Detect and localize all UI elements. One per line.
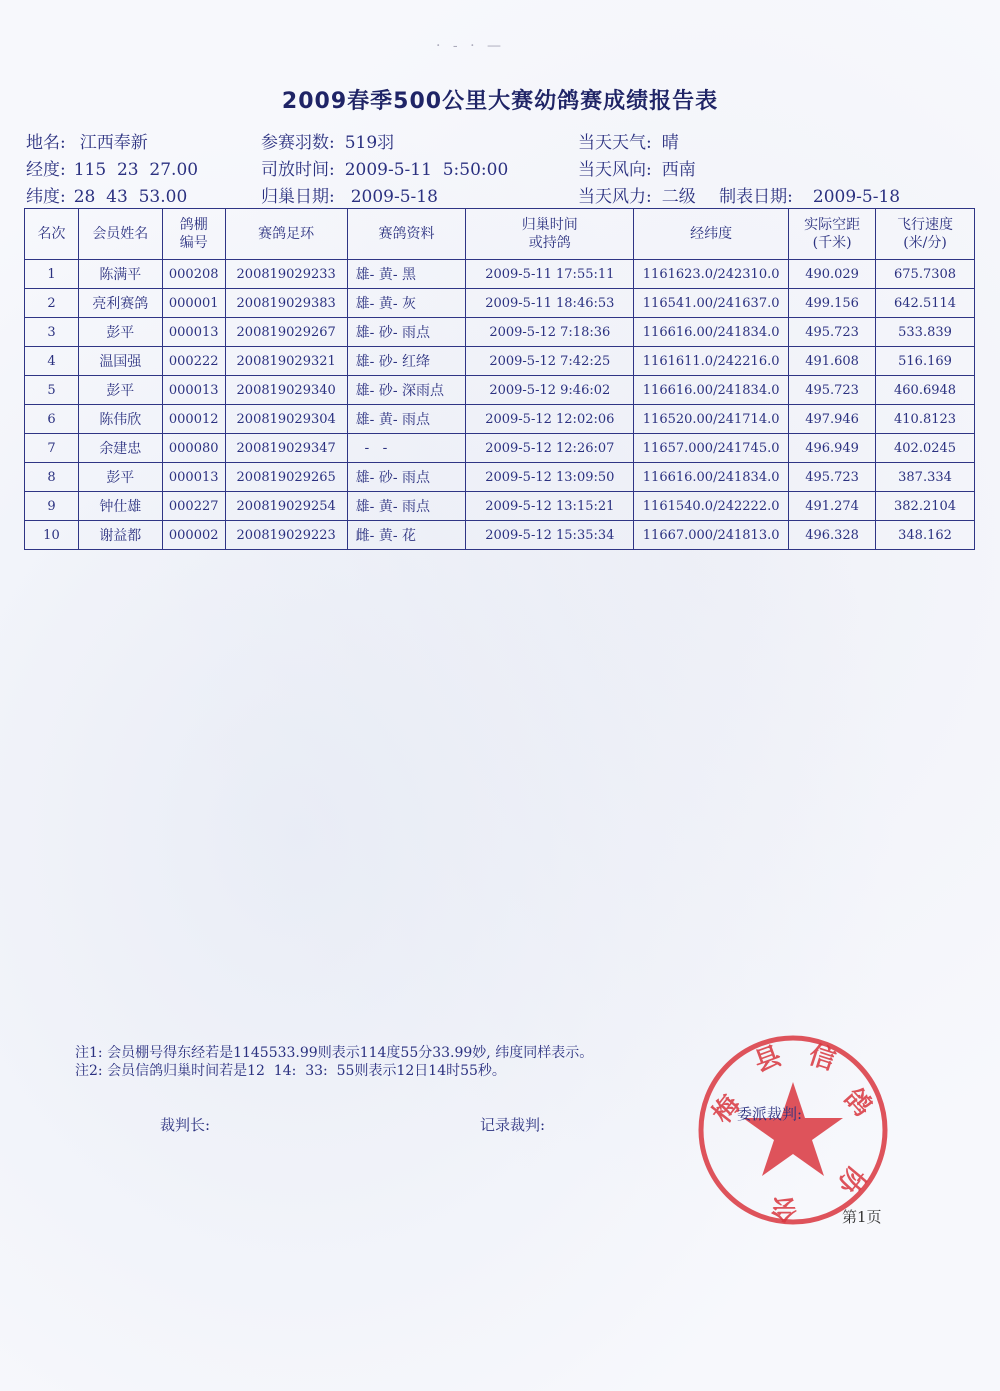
note-2: 注2: 会员信鸽归巢时间若是12 14: 33: 55则表示12日14时55秒。 <box>75 1063 506 1079</box>
svg-text:县: 县 <box>750 1041 786 1079</box>
made-date-label: 制表日期: <box>719 187 793 207</box>
cell-rank: 9 <box>25 492 79 521</box>
wind-direction-label: 当天风向: <box>578 160 652 180</box>
table-row <box>25 260 975 289</box>
wind-direction-row <box>578 155 696 180</box>
cell-speed: 410.8123 <box>876 405 975 434</box>
cell-coords: 116616.00/241834.0 <box>634 463 789 492</box>
cell-info: 雄- 黄- 雨点 <box>347 492 466 521</box>
cell-member: 彭平 <box>78 463 162 492</box>
cell-distance: 499.156 <box>789 289 876 318</box>
cell-coords: 11657.000/241745.0 <box>634 434 789 463</box>
results-table <box>24 208 975 550</box>
place-value: 江西奉新 <box>79 133 148 153</box>
cell-loft: 000080 <box>162 434 225 463</box>
cell-ring: 200819029223 <box>225 521 347 550</box>
header-distance: 实际空距 (千米) <box>789 209 876 260</box>
entries-value: 519羽 <box>344 133 395 153</box>
latitude-value: 28 43 53.00 <box>73 187 188 207</box>
cell-loft: 000222 <box>162 347 225 376</box>
svg-text:梅: 梅 <box>707 1090 747 1130</box>
svg-text:协: 协 <box>830 1159 871 1200</box>
cell-time: 2009-5-12 7:42:25 <box>466 347 634 376</box>
cell-ring: 200819029304 <box>225 405 347 434</box>
cell-rank: 3 <box>25 318 79 347</box>
cell-distance: 490.029 <box>789 260 876 289</box>
note-1: 注1: 会员棚号得东经若是1145533.99则表示114度55分33.99妙, 纬度同样表示。 <box>75 1045 594 1061</box>
header-speed: 飞行速度 (米/分) <box>876 209 975 260</box>
cell-member: 彭平 <box>78 376 162 405</box>
cell-time: 2009-5-11 18:46:53 <box>466 289 634 318</box>
cell-distance: 491.608 <box>789 347 876 376</box>
cell-time: 2009-5-12 13:15:21 <box>466 492 634 521</box>
cell-ring: 200819029383 <box>225 289 347 318</box>
page-number: 第1页 <box>842 1208 882 1226</box>
cell-time: 2009-5-12 12:02:06 <box>466 405 634 434</box>
cell-speed: 348.162 <box>876 521 975 550</box>
cell-rank: 8 <box>25 463 79 492</box>
release-value: 2009-5-11 5:50:00 <box>344 160 509 180</box>
longitude-row <box>26 155 198 180</box>
cell-speed: 387.334 <box>876 463 975 492</box>
cell-ring: 200819029265 <box>225 463 347 492</box>
place-row <box>26 128 148 153</box>
svg-text:鸽: 鸽 <box>837 1083 878 1123</box>
cell-rank: 1 <box>25 260 79 289</box>
cell-distance: 496.949 <box>789 434 876 463</box>
cell-loft: 000002 <box>162 521 225 550</box>
weather-row <box>578 128 679 153</box>
table-row <box>25 289 975 318</box>
longitude-value: 115 23 27.00 <box>73 160 199 180</box>
cell-member: 彭平 <box>78 318 162 347</box>
latitude-row <box>26 182 187 207</box>
made-date-value: 2009-5-18 <box>812 187 901 207</box>
cell-ring: 200819029254 <box>225 492 347 521</box>
appointed-referee-label: 委派裁判: <box>737 1105 803 1123</box>
cell-speed: 516.169 <box>876 347 975 376</box>
cell-loft: 000012 <box>162 405 225 434</box>
cell-info: 雄- 砂- 深雨点 <box>347 376 466 405</box>
cell-distance: 497.946 <box>789 405 876 434</box>
wind-force-label: 当天风力: <box>578 187 652 207</box>
table-row <box>25 405 975 434</box>
cell-time: 2009-5-12 15:35:34 <box>466 521 634 550</box>
cell-ring: 200819029233 <box>225 260 347 289</box>
cell-member: 温国强 <box>78 347 162 376</box>
cell-member: 谢益都 <box>78 521 162 550</box>
cell-rank: 10 <box>25 521 79 550</box>
scan-smudge: · - · — <box>436 38 505 54</box>
table-row <box>25 521 975 550</box>
cell-coords: 116520.00/241714.0 <box>634 405 789 434</box>
cell-loft: 000208 <box>162 260 225 289</box>
return-row <box>261 182 438 207</box>
cell-member: 钟仕雄 <box>78 492 162 521</box>
cell-time: 2009-5-12 13:09:50 <box>466 463 634 492</box>
weather-label: 当天天气: <box>578 133 652 153</box>
chief-referee-label: 裁判长: <box>160 1116 211 1134</box>
table-row <box>25 463 975 492</box>
cell-info: 雄- 黄- 灰 <box>347 289 466 318</box>
cell-coords: 1161623.0/242310.0 <box>634 260 789 289</box>
cell-time: 2009-5-12 9:46:02 <box>466 376 634 405</box>
cell-coords: 1161611.0/242216.0 <box>634 347 789 376</box>
cell-speed: 382.2104 <box>876 492 975 521</box>
cell-loft: 000013 <box>162 318 225 347</box>
cell-rank: 2 <box>25 289 79 318</box>
cell-coords: 1161540.0/242222.0 <box>634 492 789 521</box>
cell-distance: 495.723 <box>789 376 876 405</box>
cell-coords: 116616.00/241834.0 <box>634 318 789 347</box>
cell-member: 陈伟欣 <box>78 405 162 434</box>
cell-speed: 675.7308 <box>876 260 975 289</box>
table-row <box>25 376 975 405</box>
cell-distance: 491.274 <box>789 492 876 521</box>
cell-speed: 642.5114 <box>876 289 975 318</box>
longitude-label: 经度: <box>26 160 66 180</box>
cell-member: 亮利赛鸽 <box>78 289 162 318</box>
cell-coords: 11667.000/241813.0 <box>634 521 789 550</box>
report-title: 2009春季500公里大赛幼鸽赛成绩报告表 <box>281 89 719 114</box>
table-row <box>25 492 975 521</box>
wind-force-value: 二级 <box>661 187 696 207</box>
cell-info: 雄- 黄- 雨点 <box>347 405 466 434</box>
cell-member: 陈满平 <box>78 260 162 289</box>
table-row <box>25 347 975 376</box>
cell-ring: 200819029267 <box>225 318 347 347</box>
cell-rank: 4 <box>25 347 79 376</box>
cell-info: - - <box>347 434 466 463</box>
cell-rank: 7 <box>25 434 79 463</box>
cell-time: 2009-5-12 7:18:36 <box>466 318 634 347</box>
cell-ring: 200819029347 <box>225 434 347 463</box>
cell-info: 雄- 砂- 雨点 <box>347 463 466 492</box>
recording-referee-label: 记录裁判: <box>480 1116 546 1134</box>
official-seal-stamp <box>693 1030 893 1230</box>
svg-text:信: 信 <box>804 1040 839 1077</box>
entries-label: 参赛羽数: <box>261 133 335 153</box>
cell-loft: 000001 <box>162 289 225 318</box>
cell-rank: 6 <box>25 405 79 434</box>
table-header-row <box>25 209 975 260</box>
cell-loft: 000013 <box>162 376 225 405</box>
cell-loft: 000013 <box>162 463 225 492</box>
cell-time: 2009-5-12 12:26:07 <box>466 434 634 463</box>
place-label: 地名: <box>26 133 66 153</box>
cell-info: 雌- 黄- 花 <box>347 521 466 550</box>
return-label: 归巢日期: <box>261 187 335 207</box>
return-value: 2009-5-18 <box>350 187 438 207</box>
cell-info: 雄- 砂- 雨点 <box>347 318 466 347</box>
header-info: 赛鸽资料 <box>347 209 466 260</box>
entries-row <box>261 128 394 153</box>
cell-ring: 200819029340 <box>225 376 347 405</box>
cell-distance: 495.723 <box>789 318 876 347</box>
release-row <box>261 155 508 180</box>
cell-speed: 533.839 <box>876 318 975 347</box>
cell-ring: 200819029321 <box>225 347 347 376</box>
table-row <box>25 318 975 347</box>
cell-rank: 5 <box>25 376 79 405</box>
table-row <box>25 434 975 463</box>
header-time: 归巢时间 或持鸽 <box>466 209 634 260</box>
header-rank: 名次 <box>25 209 79 260</box>
cell-coords: 116541.00/241637.0 <box>634 289 789 318</box>
weather-value: 晴 <box>661 133 679 153</box>
svg-text:会: 会 <box>770 1193 797 1223</box>
cell-distance: 495.723 <box>789 463 876 492</box>
latitude-label: 纬度: <box>26 187 66 207</box>
wind-direction-value: 西南 <box>661 160 696 180</box>
wind-force-row <box>578 182 900 207</box>
cell-coords: 116616.00/241834.0 <box>634 376 789 405</box>
cell-loft: 000227 <box>162 492 225 521</box>
header-ring: 赛鸽足环 <box>225 209 347 260</box>
cell-distance: 496.328 <box>789 521 876 550</box>
cell-info: 雄- 砂- 红绛 <box>347 347 466 376</box>
header-loft: 鸽棚 编号 <box>162 209 225 260</box>
header-coords: 经纬度 <box>634 209 789 260</box>
header-member: 会员姓名 <box>78 209 162 260</box>
cell-speed: 460.6948 <box>876 376 975 405</box>
cell-member: 余建忠 <box>78 434 162 463</box>
cell-speed: 402.0245 <box>876 434 975 463</box>
cell-time: 2009-5-11 17:55:11 <box>466 260 634 289</box>
cell-info: 雄- 黄- 黑 <box>347 260 466 289</box>
release-label: 司放时间: <box>261 160 335 180</box>
